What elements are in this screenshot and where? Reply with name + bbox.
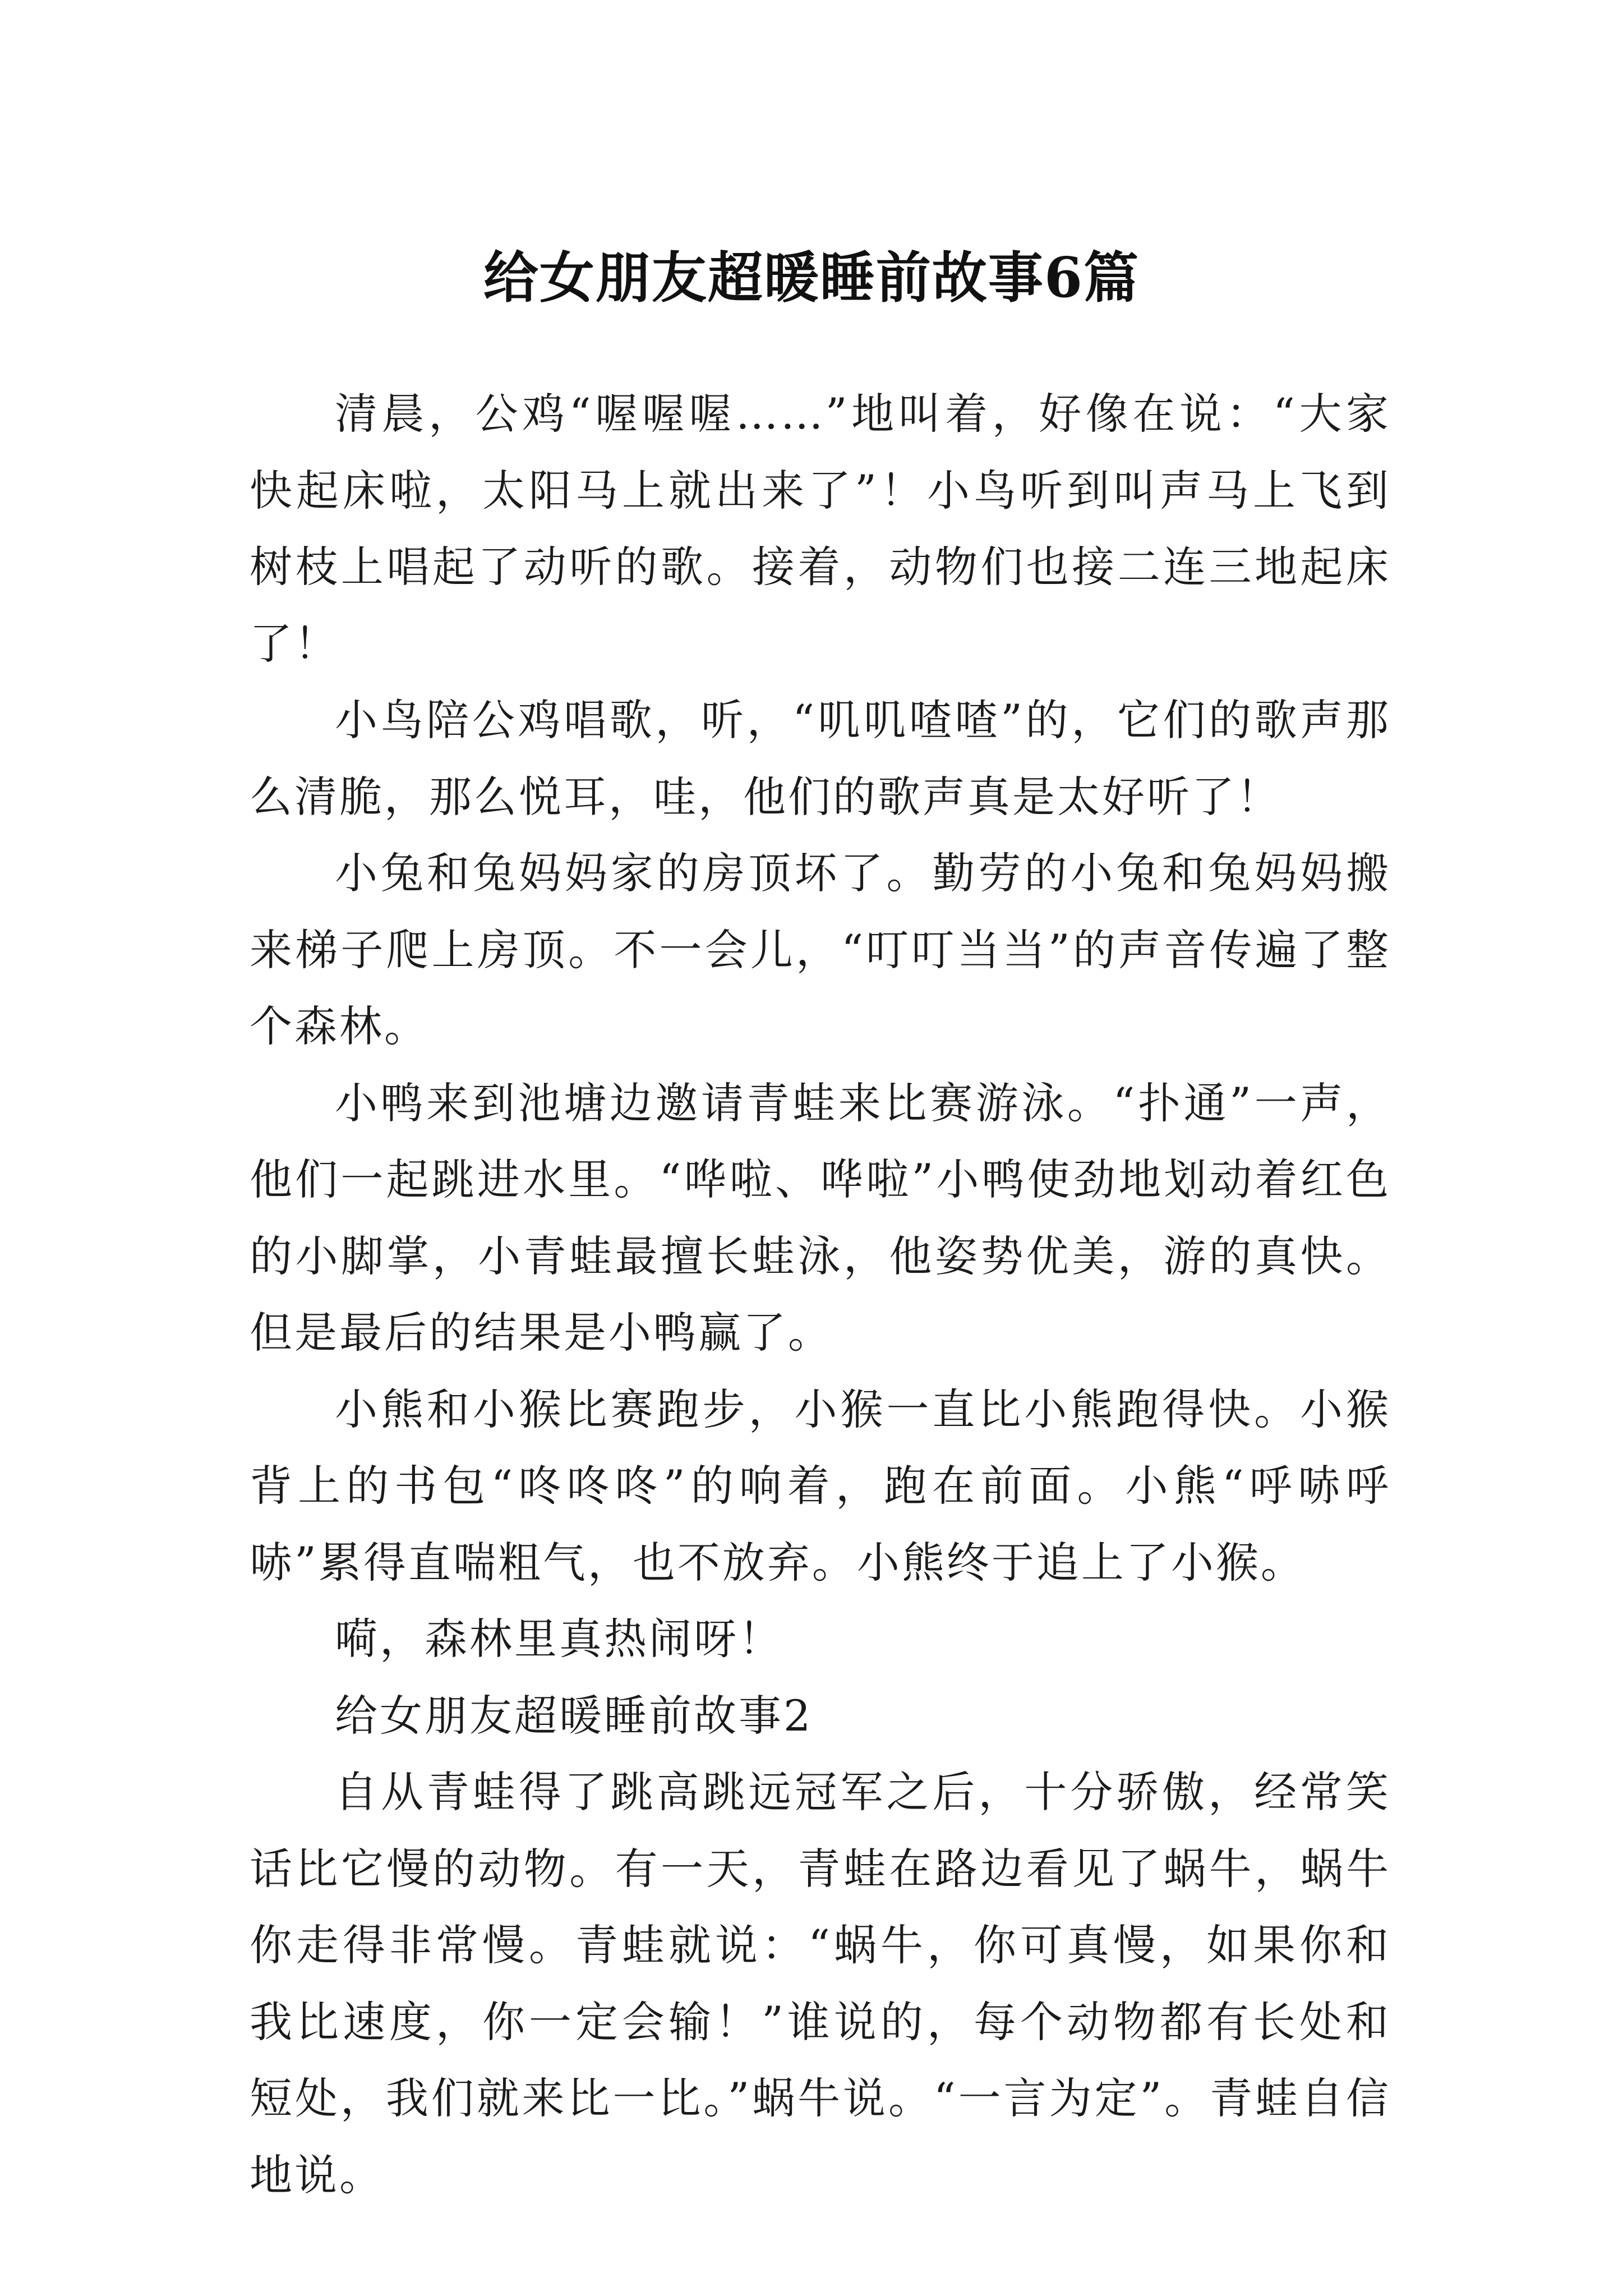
- paragraph-forest-lively: 嗬，森林里真热闹呀！: [335, 1614, 783, 1664]
- paragraph-bear-monkey-race: 小熊和小猴比赛跑步，小猴一直比小熊跑得快。小猴背上的书包“咚咚咚”的响着，跑在前面。小熊“呼哧呼哧”累得直喘粗气，也不放弃。小熊终于追上了小猴。: [250, 1384, 1391, 1588]
- paragraph-rabbit-roof: 小兔和兔妈妈家的房顶坏了。勤劳的小兔和兔妈妈搬来梯子爬上房顶。不一会儿，“叮叮当当”的声音传遍了整个森林。: [250, 848, 1391, 1051]
- paragraph-duck-frog-swim: 小鸭来到池塘边邀请青蛙来比赛游泳。“扑通”一声，他们一起跳进水里。“哗啦、哗啦”小鸭使劲地划动着红色的小脚掌，小青蛙最擅长蛙泳，他姿势优美，游的真快。但是最后的结果是小鸭赢了。: [250, 1078, 1391, 1358]
- paragraph-birds-singing: 小鸟陪公鸡唱歌，听，“叽叽喳喳”的，它们的歌声那么清脆，那么悦耳，哇，他们的歌声真是太好听了！: [250, 695, 1391, 822]
- document-title: 给女朋友超暖睡前故事6篇: [483, 245, 1140, 310]
- section-heading-story-2: 给女朋友超暖睡前故事2: [335, 1690, 813, 1741]
- document-body: [250, 376, 1391, 2214]
- paragraph-rooster-morning: 清晨，公鸡“喔喔喔……”地叫着，好像在说：“大家快起床啦，太阳马上就出来了”！小鸟听到叫声马上飞到树枝上唱起了动听的歌。接着，动物们也接二连三地起床了！: [250, 389, 1391, 669]
- paragraph-frog-snail: 自从青蛙得了跳高跳远冠军之后，十分骄傲，经常笑话比它慢的动物。有一天，青蛙在路边看见了蜗牛，蜗牛你走得非常慢。青蛙就说：“蜗牛，你可真慢，如果你和我比速度，你一定会输！”谁说的，每个动物都有长处和短处，我们就来比一比。”蜗牛说。“一言为定”。青蛙自信地说。: [250, 1767, 1391, 2200]
